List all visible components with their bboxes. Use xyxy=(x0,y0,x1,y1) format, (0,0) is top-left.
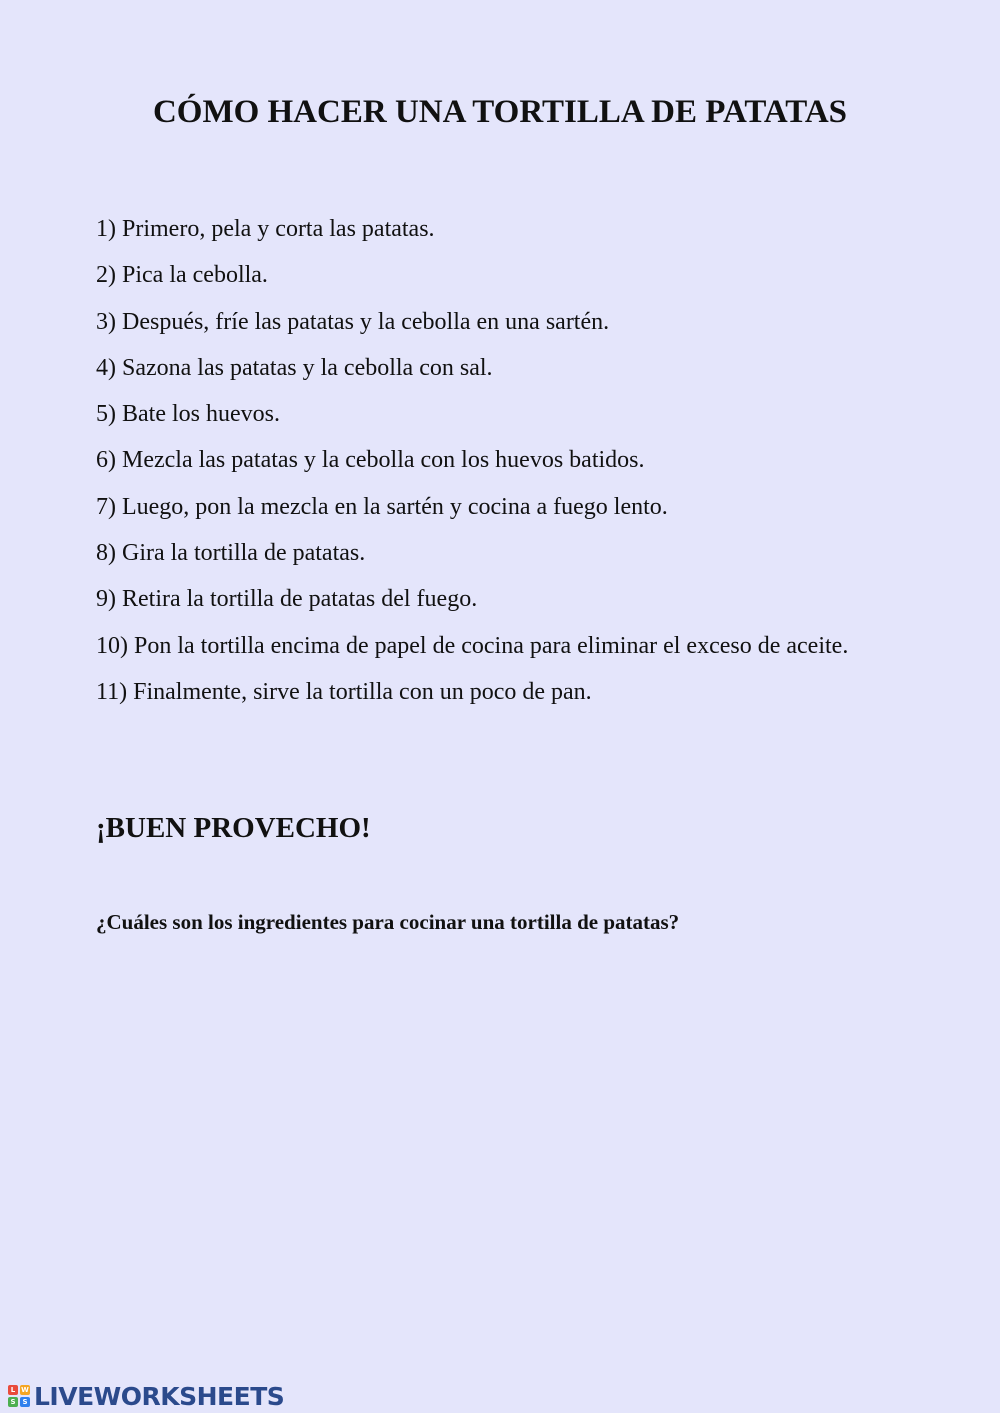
recipe-step: 7) Luego, pon la mezcla en la sartén y cocina a fuego lento. xyxy=(96,493,668,520)
recipe-step: 6) Mezcla las patatas y la cebolla con los huevos batidos. xyxy=(96,447,645,474)
recipe-step: 5) Bate los huevos. xyxy=(96,401,280,428)
recipe-steps-list xyxy=(96,206,886,715)
logo-mark-tile: W xyxy=(21,1386,29,1394)
logo-text: LIVEWORKSHEETS xyxy=(34,1381,285,1411)
logo-mark-tile: S xyxy=(8,1397,18,1407)
recipe-step: 8) Gira la tortilla de patatas. xyxy=(96,540,366,567)
logo-mark-tile: S xyxy=(20,1397,30,1407)
recipe-step: 3) Después, fríe las patatas y la cebolla en una sartén. xyxy=(96,308,610,335)
recipe-step: 2) Pica la cebolla. xyxy=(96,262,268,289)
recipe-step: 11) Finalmente, sirve la tortilla con un poco de pan. xyxy=(96,678,592,705)
recipe-step: 1) Primero, pela y corta las patatas. xyxy=(96,216,435,242)
closing-heading: ¡BUEN PROVECHO! xyxy=(96,812,371,844)
recipe-step: 4) Sazona las patatas y la cebolla con sal. xyxy=(96,354,493,381)
question-text: ¿Cuáles son los ingredientes para cocinar una tortilla de patatas? xyxy=(96,910,680,934)
liveworksheets-logo[interactable] xyxy=(8,1380,284,1412)
logo-mark-icon xyxy=(8,1385,30,1407)
logo-mark-tile: L xyxy=(8,1385,18,1395)
page-title: CÓMO HACER UNA TORTILLA DE PATATAS xyxy=(152,94,848,130)
recipe-step: 10) Pon la tortilla encima de papel de cocina para eliminar el exceso de aceite. xyxy=(96,632,849,659)
recipe-step: 9) Retira la tortilla de patatas del fuego. xyxy=(96,586,478,613)
